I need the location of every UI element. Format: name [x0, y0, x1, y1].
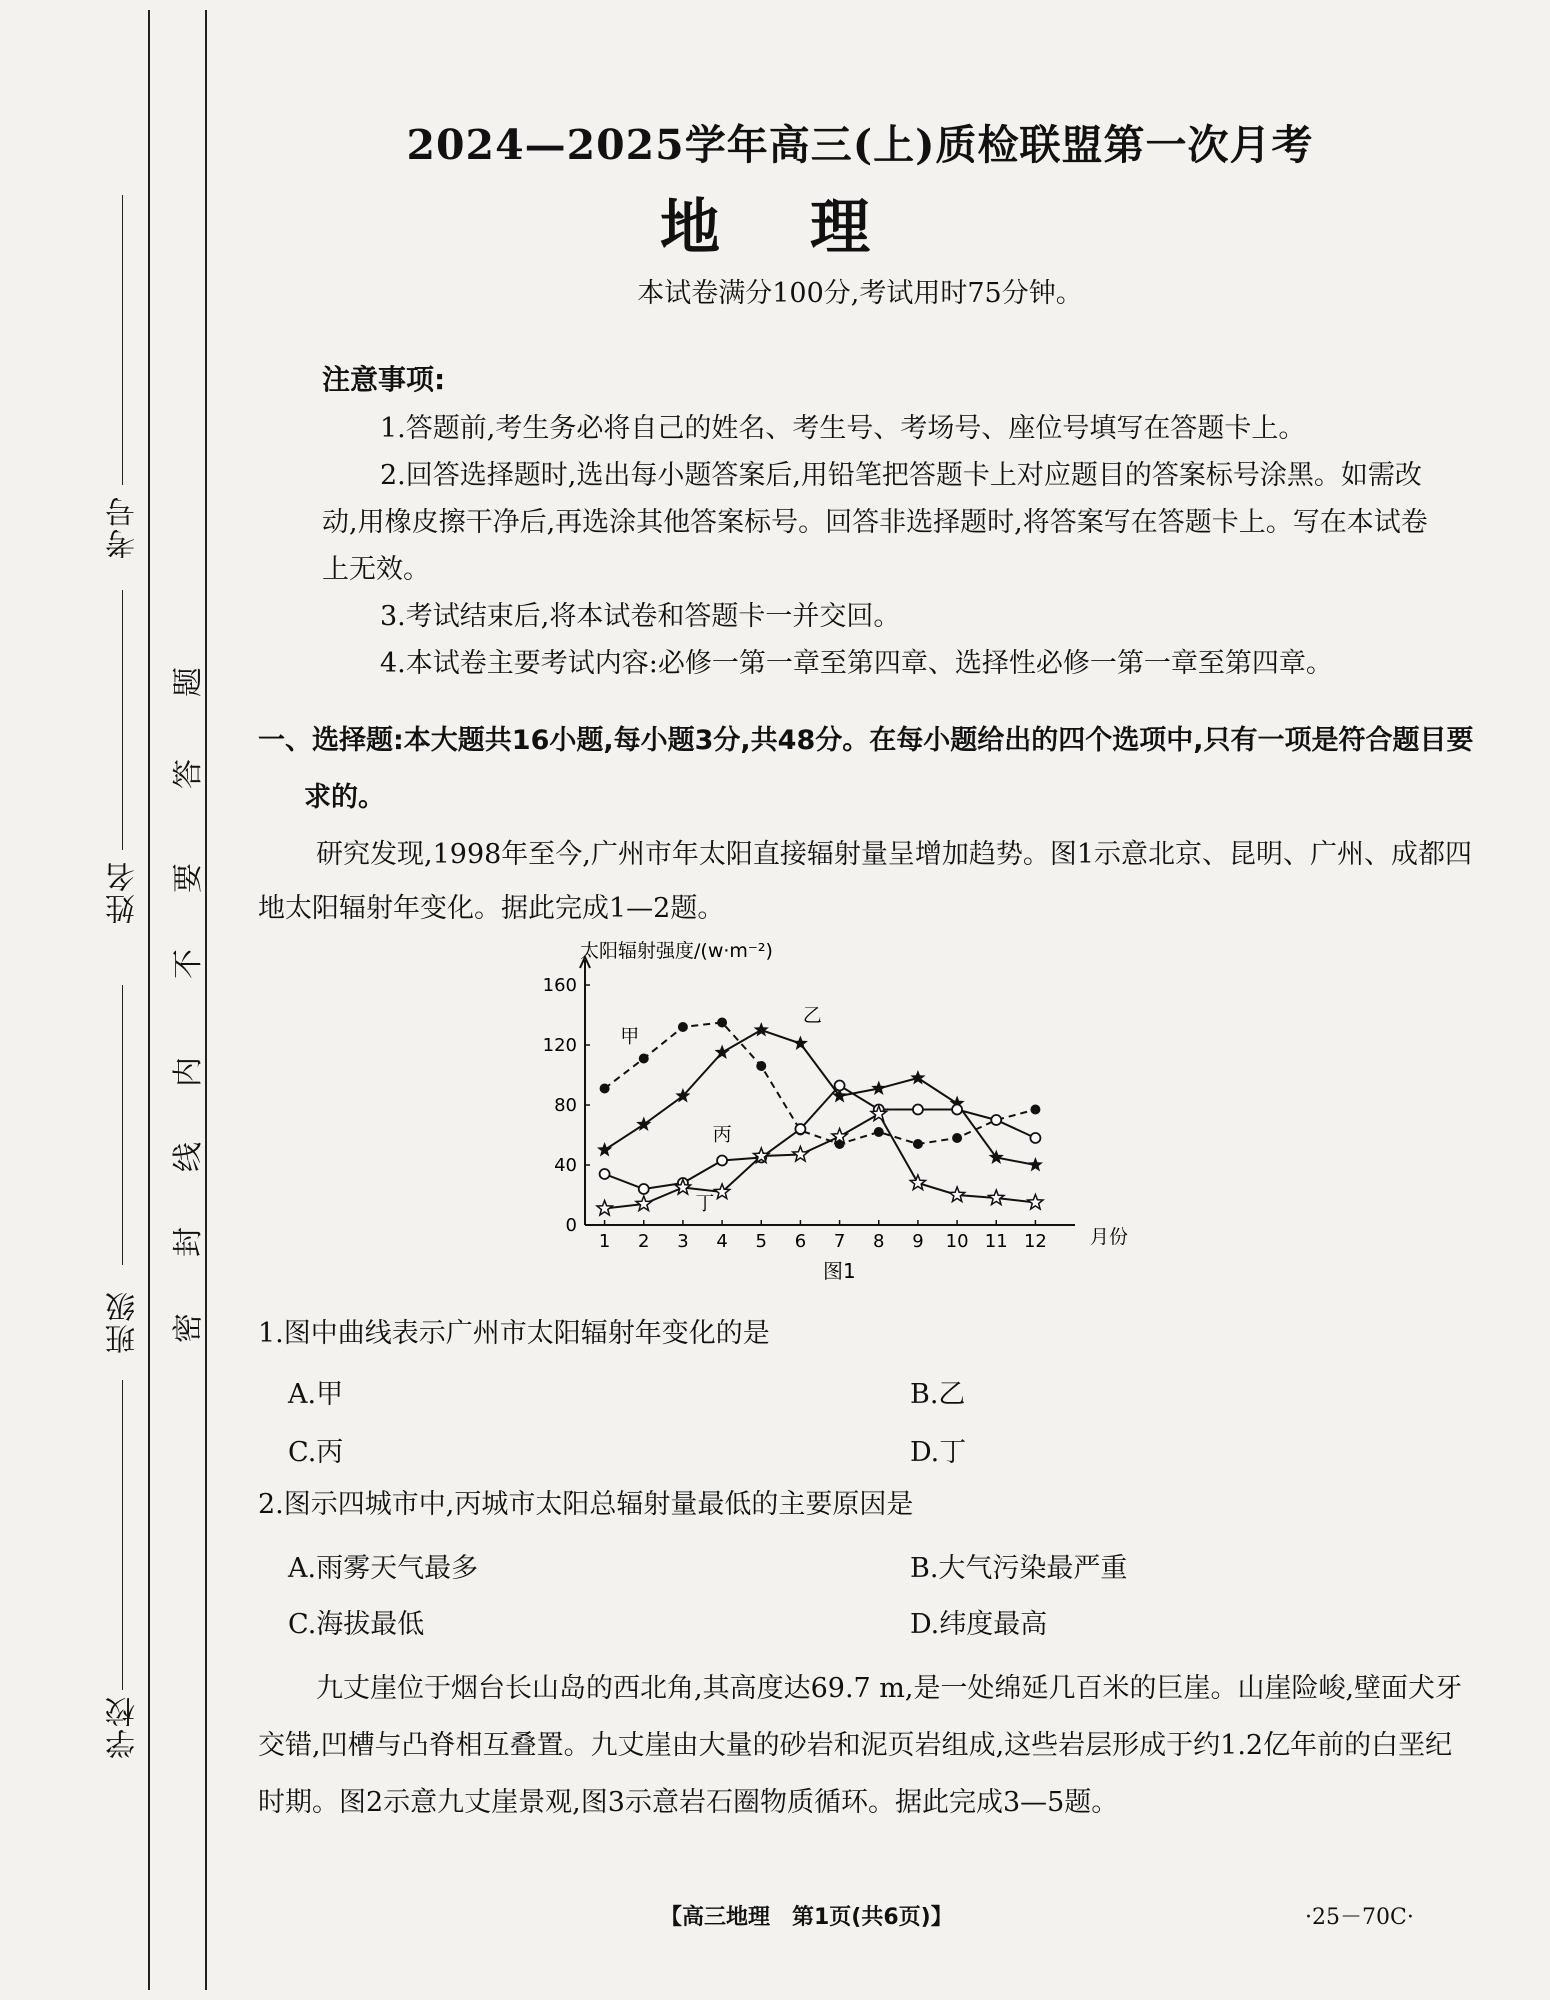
x-tick-label: 5: [755, 1231, 767, 1252]
data-point: [600, 1169, 610, 1179]
series-label: 甲: [620, 1025, 640, 1048]
name-blank: [122, 590, 123, 850]
data-point: [1028, 1195, 1043, 1210]
notice-item: 1.答题前,考生务必将自己的姓名、考生号、考场号、座位号填写在答题卡上。: [380, 413, 1306, 444]
data-point: [639, 1054, 649, 1064]
chart-axes: [543, 957, 1075, 1252]
data-point: [793, 1147, 808, 1162]
data-point: [952, 1105, 962, 1115]
data-point: [717, 1156, 727, 1166]
x-tick-label: 7: [833, 1231, 846, 1252]
x-tick-label: 12: [1023, 1231, 1047, 1252]
class-blank: [122, 985, 123, 1265]
seal-char: 题: [171, 667, 206, 697]
data-point: [913, 1105, 923, 1115]
seal-char: 不: [171, 949, 206, 979]
data-point: [717, 1018, 727, 1028]
seal-char: 内: [171, 1057, 206, 1087]
series-label: 丙: [712, 1123, 732, 1146]
x-tick-label: 10: [945, 1231, 969, 1252]
y-tick-label: 160: [542, 975, 577, 996]
data-point: [1028, 1157, 1043, 1172]
q2-option-b[interactable]: B.大气污染最严重: [910, 1553, 1128, 1584]
exam-title: 2024—2025学年高三(上)质检联盟第一次月考: [406, 121, 1314, 169]
data-point: [754, 1022, 769, 1037]
exam-number-label: 考号: [106, 495, 141, 559]
q2-option-a[interactable]: A.雨雾天气最多: [288, 1553, 479, 1584]
seal-char: 密: [171, 1313, 206, 1343]
q1-option-b[interactable]: B.乙: [910, 1379, 966, 1410]
data-point: [835, 1081, 845, 1091]
data-point: [597, 1142, 612, 1157]
data-point: [756, 1061, 766, 1071]
notice-item: 2.回答选择题时,选出每小题答案后,用铅笔把答题卡上对应题目的答案标号涂黑。如需改动,用橡皮擦干净后,再选涂其他答案标号。回答非选择题时,将答案写在答题卡上。写在本试卷上无效。: [322, 460, 1428, 585]
x-tick-label: 2: [638, 1231, 650, 1252]
passage-1: 研究发现,1998年至今,广州市年太阳直接辐射量呈增加趋势。图1示意北京、昆明、广州、成都四地太阳辐射年变化。据此完成1—2题。: [258, 839, 1473, 924]
notice-list: [322, 405, 1432, 687]
x-tick-label: 4: [716, 1231, 728, 1252]
data-point: [871, 1081, 886, 1096]
data-point: [874, 1127, 884, 1137]
y-axis-label: 太阳辐射强度/(w·m⁻²): [580, 940, 773, 962]
series-label: 乙: [802, 1004, 822, 1027]
exam-number-blank: [122, 195, 123, 485]
section1-heading: 一、选择题:本大题共16小题,每小题3分,共48分。在每小题给出的四个选项中,只有一项是符合题目要求的。: [258, 725, 1474, 813]
data-point: [597, 1201, 612, 1216]
data-point: [910, 1175, 925, 1190]
x-tick-label: 9: [912, 1231, 924, 1252]
question-2-stem: 2.图示四城市中,丙城市太阳总辐射量最低的主要原因是: [258, 1489, 914, 1520]
data-point: [950, 1187, 965, 1202]
school-blank: [122, 1380, 123, 1690]
y-tick-label: 120: [542, 1035, 577, 1056]
subject-title: 地理: [660, 193, 960, 263]
data-point: [678, 1022, 688, 1032]
seal-char: 答: [171, 759, 206, 789]
paper-code: ·25－70C·: [1305, 1905, 1414, 1930]
series-line-丁: [605, 1114, 1036, 1209]
x-tick-label: 8: [873, 1231, 885, 1252]
data-point: [991, 1115, 1001, 1125]
data-point: [639, 1184, 649, 1194]
question-1-stem: 1.图中曲线表示广州市太阳辐射年变化的是: [258, 1318, 770, 1349]
notice-heading: 注意事项:: [322, 363, 446, 396]
figure-caption: 图1: [823, 1259, 856, 1283]
data-point: [795, 1124, 805, 1134]
q1-option-d[interactable]: D.丁: [910, 1437, 967, 1468]
score-info: 本试卷满分100分,考试用时75分钟。: [637, 278, 1083, 309]
series-label: 丁: [695, 1192, 715, 1215]
notice-item: 3.考试结束后,将本试卷和答题卡一并交回。: [380, 601, 901, 632]
data-point: [600, 1084, 610, 1094]
q2-option-d[interactable]: D.纬度最高: [910, 1609, 1048, 1640]
q1-option-a[interactable]: A.甲: [288, 1379, 344, 1410]
data-point: [715, 1045, 730, 1060]
seal-char: 要: [171, 863, 206, 893]
q1-option-c[interactable]: C.丙: [288, 1437, 344, 1468]
data-point: [636, 1196, 651, 1211]
x-axis-label: 月份: [1090, 1226, 1129, 1248]
seal-char: 线: [171, 1142, 206, 1172]
x-tick-label: 11: [984, 1231, 1008, 1252]
data-point: [913, 1139, 923, 1149]
binding-line-outer: [148, 10, 150, 1990]
binding-line-inner: [205, 10, 207, 1990]
notice-item: 4.本试卷主要考试内容:必修一第一章至第四章、选择性必修一第一章至第四章。: [380, 648, 1333, 679]
data-point: [1030, 1105, 1040, 1115]
x-tick-label: 3: [677, 1231, 689, 1252]
figure-1-chart: [540, 935, 1130, 1290]
y-tick-label: 0: [565, 1215, 577, 1236]
school-label: 学校: [106, 1695, 141, 1759]
y-tick-label: 40: [554, 1155, 577, 1176]
class-label: 班级: [106, 1290, 141, 1354]
page-footer: 【高三地理 第1页(共6页)】: [660, 1905, 953, 1930]
data-point: [989, 1190, 1004, 1205]
seal-char: 封: [171, 1227, 206, 1257]
name-label: 姓名: [106, 860, 141, 924]
series-line-甲: [605, 1023, 1036, 1145]
data-point: [952, 1133, 962, 1143]
y-tick-label: 80: [554, 1095, 577, 1116]
passage-2: 九丈崖位于烟台长山岛的西北角,其高度达69.7 m,是一处绵延几百米的巨崖。山崖险峻,壁面犬牙交错,凹槽与凸脊相互叠置。九丈崖由大量的砂岩和泥页岩组成,这些岩层形成于约1.2亿年前的白垩纪时期。图2示意九丈崖景观,图3示意岩石圈物质循环。据此完成3—5题。: [258, 1673, 1463, 1818]
q2-option-c[interactable]: C.海拔最低: [288, 1609, 425, 1640]
x-tick-label: 6: [794, 1231, 807, 1252]
data-point: [793, 1036, 808, 1051]
chart-series: [597, 1005, 1043, 1216]
data-point: [1030, 1133, 1040, 1143]
x-tick-label: 1: [598, 1231, 611, 1252]
